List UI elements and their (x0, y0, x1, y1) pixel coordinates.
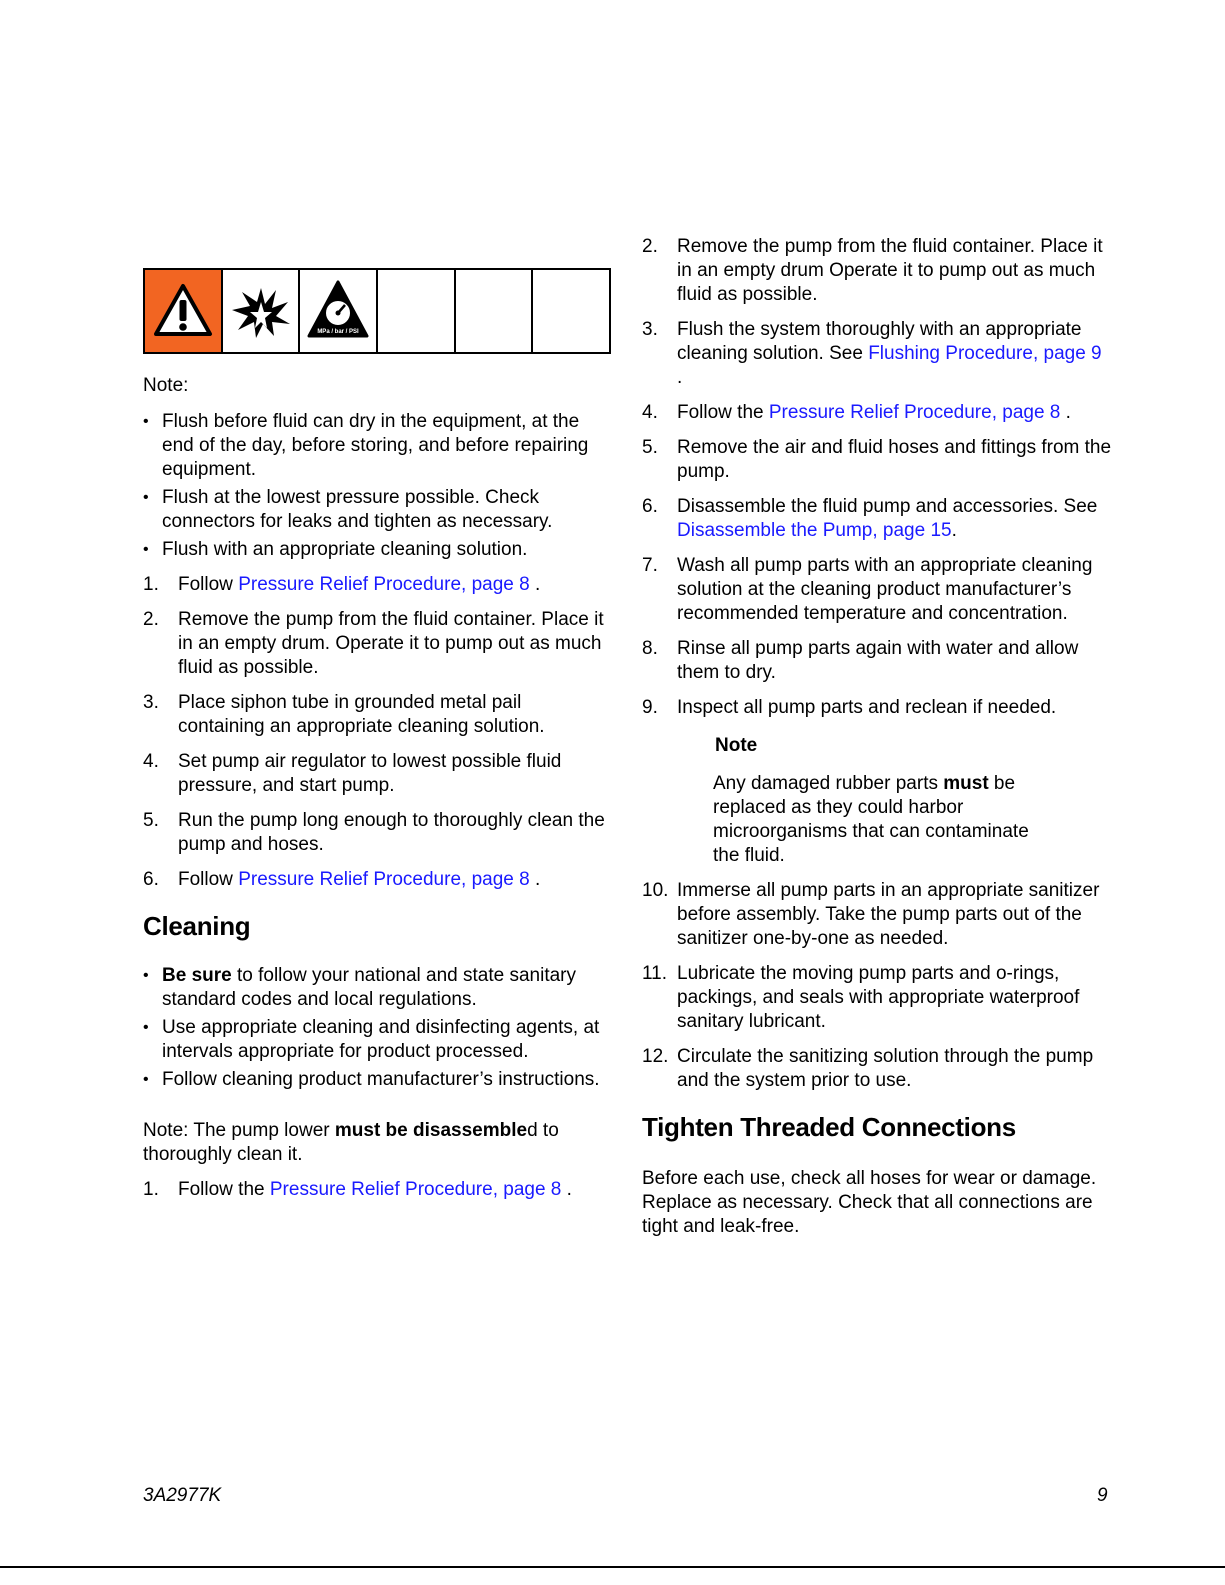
step-text: . (561, 1179, 572, 1200)
step-item (642, 879, 1112, 951)
bullet-text: to follow your national and state sanitary standard codes and local regulations. (162, 965, 577, 1010)
step-number: 5. (143, 810, 159, 831)
step-item (642, 1045, 1112, 1093)
warning-triangle-icon (152, 282, 214, 340)
step-number: 2. (143, 609, 159, 630)
empty-icon-cell (533, 270, 609, 352)
cleaning-heading: Cleaning (143, 911, 251, 941)
note-text: d to thoroughly clean it. (143, 1120, 559, 1165)
pressure-gauge-icon (305, 278, 371, 344)
list-item (143, 1016, 611, 1064)
step-text: Flush the system thoroughly with an appropriate cleaning solution. See (677, 319, 1082, 364)
note-label (143, 374, 611, 398)
flush-bullet-list (143, 410, 611, 562)
right-column (642, 224, 1112, 1239)
step-number: 10. (642, 880, 669, 901)
note-body (713, 772, 1043, 868)
step-number: 5. (642, 437, 658, 458)
step-text: Inspect all pump parts and reclean if needed. (677, 697, 1057, 718)
tighten-connections-heading: Tighten Threaded Connections (642, 1112, 1016, 1142)
pressure-relief-link[interactable]: Pressure Relief Procedure, page 8 (238, 869, 530, 890)
step-item (642, 962, 1112, 1034)
step-text: Place siphon tube in grounded metal pail containing an appropriate cleaning solution. (178, 692, 545, 737)
gauge-label: MPa / bar / PSI (317, 329, 359, 335)
empty-icon-cell (378, 270, 456, 352)
step-text: Follow the (677, 402, 769, 423)
step-text: Lubricate the moving pump parts and o-rings, packings, and seals with appropriate waterproof sanitary lubricant. (677, 963, 1080, 1032)
bold-text: must be disassemble (334, 1120, 528, 1141)
step-number: 2. (642, 236, 658, 257)
step-text: Follow (178, 869, 239, 890)
rubber-parts-note (713, 734, 1112, 868)
step-number: 6. (642, 496, 658, 517)
left-column (143, 268, 611, 1202)
step-text: Follow the (178, 1179, 270, 1200)
cleaning-steps-continued (642, 235, 1112, 1093)
empty-icon-cell (456, 270, 534, 352)
explosion-icon (230, 280, 292, 342)
step-text: Immerse all pump parts in an appropriate sanitizer before assembly. Take the pump parts out of the sanitizer one-by-one as needed. (677, 880, 1100, 949)
list-item: • Flush before fluid can dry in the equipment, at the end of the day, before storing, and before repairing equipment. (143, 410, 611, 482)
tighten-text: Before each use, check all hoses for wear or damage. Replace as necessary. Check that all connections are tight and leak-free. (642, 1168, 1097, 1237)
note-label-text: Note (143, 1120, 184, 1141)
step-item (143, 691, 611, 739)
bold-text: must (943, 773, 989, 794)
step-text: . (677, 367, 683, 388)
step-text: Disassemble the fluid pump and accessories. See (677, 496, 1098, 517)
step-text: . (529, 869, 541, 890)
step-number: 8. (642, 638, 658, 659)
step-item (143, 573, 611, 597)
step-number: 11. (642, 963, 668, 984)
step-text: . (951, 520, 957, 541)
step-item (143, 868, 611, 892)
note-colon: : (183, 375, 189, 396)
step-number: 4. (642, 402, 658, 423)
list-item (143, 1068, 611, 1092)
step-number: 9. (642, 697, 658, 718)
pressure-relief-link[interactable]: Pressure Relief Procedure, page 8 (269, 1179, 562, 1200)
step-text: Wash all pump parts with an appropriate cleaning solution at the cleaning product manufacturer’s recommended temperature and concentration. (677, 555, 1093, 624)
flush-steps (143, 573, 611, 892)
step-text: Rinse all pump parts again with water and allow them to dry. (677, 638, 1079, 683)
step-item (642, 554, 1112, 626)
step-text: Remove the pump from the fluid container. Place it in an empty drum. Operate it to pump out as much fluid as possible. (178, 609, 604, 678)
warning-cell (145, 270, 223, 352)
step-text: . (1060, 402, 1071, 423)
document-id: 3A2977K (143, 1485, 222, 1506)
step-item (642, 436, 1112, 484)
pressure-relief-link[interactable]: Pressure Relief Procedure, page 8 (238, 574, 530, 595)
list-item: • Flush with an appropriate cleaning solution. (143, 538, 611, 562)
hazard-icon-strip (143, 268, 611, 354)
step-item (642, 637, 1112, 685)
step-text: Run the pump long enough to thoroughly clean the pump and hoses. (178, 810, 605, 855)
cleaning-steps (143, 1178, 611, 1202)
note-label-text: Note (143, 375, 184, 396)
footer-rule (0, 1566, 1225, 1568)
step-number: 12. (642, 1046, 669, 1067)
step-item (642, 495, 1112, 543)
step-text: Remove the pump from the fluid container. Place it in an empty drum Operate it to pump out as much fluid as possible. (677, 236, 1103, 305)
list-item (143, 964, 611, 1012)
step-text: Set pump air regulator to lowest possible fluid pressure, and start pump. (178, 751, 562, 796)
step-text: . (529, 574, 541, 595)
step-item (143, 608, 611, 680)
step-text: Follow (178, 574, 239, 595)
flushing-procedure-link[interactable]: Flushing Procedure, page 9 (868, 343, 1102, 364)
step-item (642, 696, 1112, 868)
bullet-text: Use appropriate cleaning and disinfecting agents, at intervals appropriate for product processed. (162, 1017, 600, 1062)
explosion-cell (223, 270, 301, 352)
cleaning-bullet-list (143, 964, 611, 1092)
note-text: : The pump lower (183, 1120, 335, 1141)
disassemble-pump-link[interactable]: Disassemble the Pump, page 15 (677, 520, 952, 541)
list-item: • Flush at the lowest pressure possible. Check connectors for leaks and tighten as necessary. (143, 486, 611, 534)
note-label-text: Note (715, 735, 758, 756)
step-item (143, 1178, 611, 1202)
step-item (143, 750, 611, 798)
step-item (143, 809, 611, 857)
step-number: 3. (642, 319, 658, 340)
step-number: 7. (642, 555, 658, 576)
step-item (642, 318, 1112, 390)
step-number: 6. (143, 869, 159, 890)
pressure-relief-link[interactable]: Pressure Relief Procedure, page 8 (768, 402, 1061, 423)
step-item (642, 401, 1112, 425)
pressure-gauge-cell (300, 270, 378, 352)
note-text: Any damaged rubber parts (713, 773, 944, 794)
step-number: 4. (143, 751, 159, 772)
step-text: Circulate the sanitizing solution through the pump and the system prior to use. (677, 1046, 1094, 1091)
step-item (642, 235, 1112, 307)
disassemble-note (143, 1119, 611, 1167)
note-text: be replaced as they could harbor microorganisms that can contaminate the fluid. (713, 773, 1029, 866)
step-number: 1. (143, 574, 159, 595)
step-number: 1. (143, 1179, 159, 1200)
step-text: Remove the air and fluid hoses and fittings from the pump. (677, 437, 1112, 482)
step-number: 3. (143, 692, 159, 713)
bold-text: Be sure (162, 965, 232, 986)
bullet-text: Follow cleaning product manufacturer’s instructions. (162, 1069, 600, 1090)
page-number: 9 (1097, 1485, 1108, 1506)
